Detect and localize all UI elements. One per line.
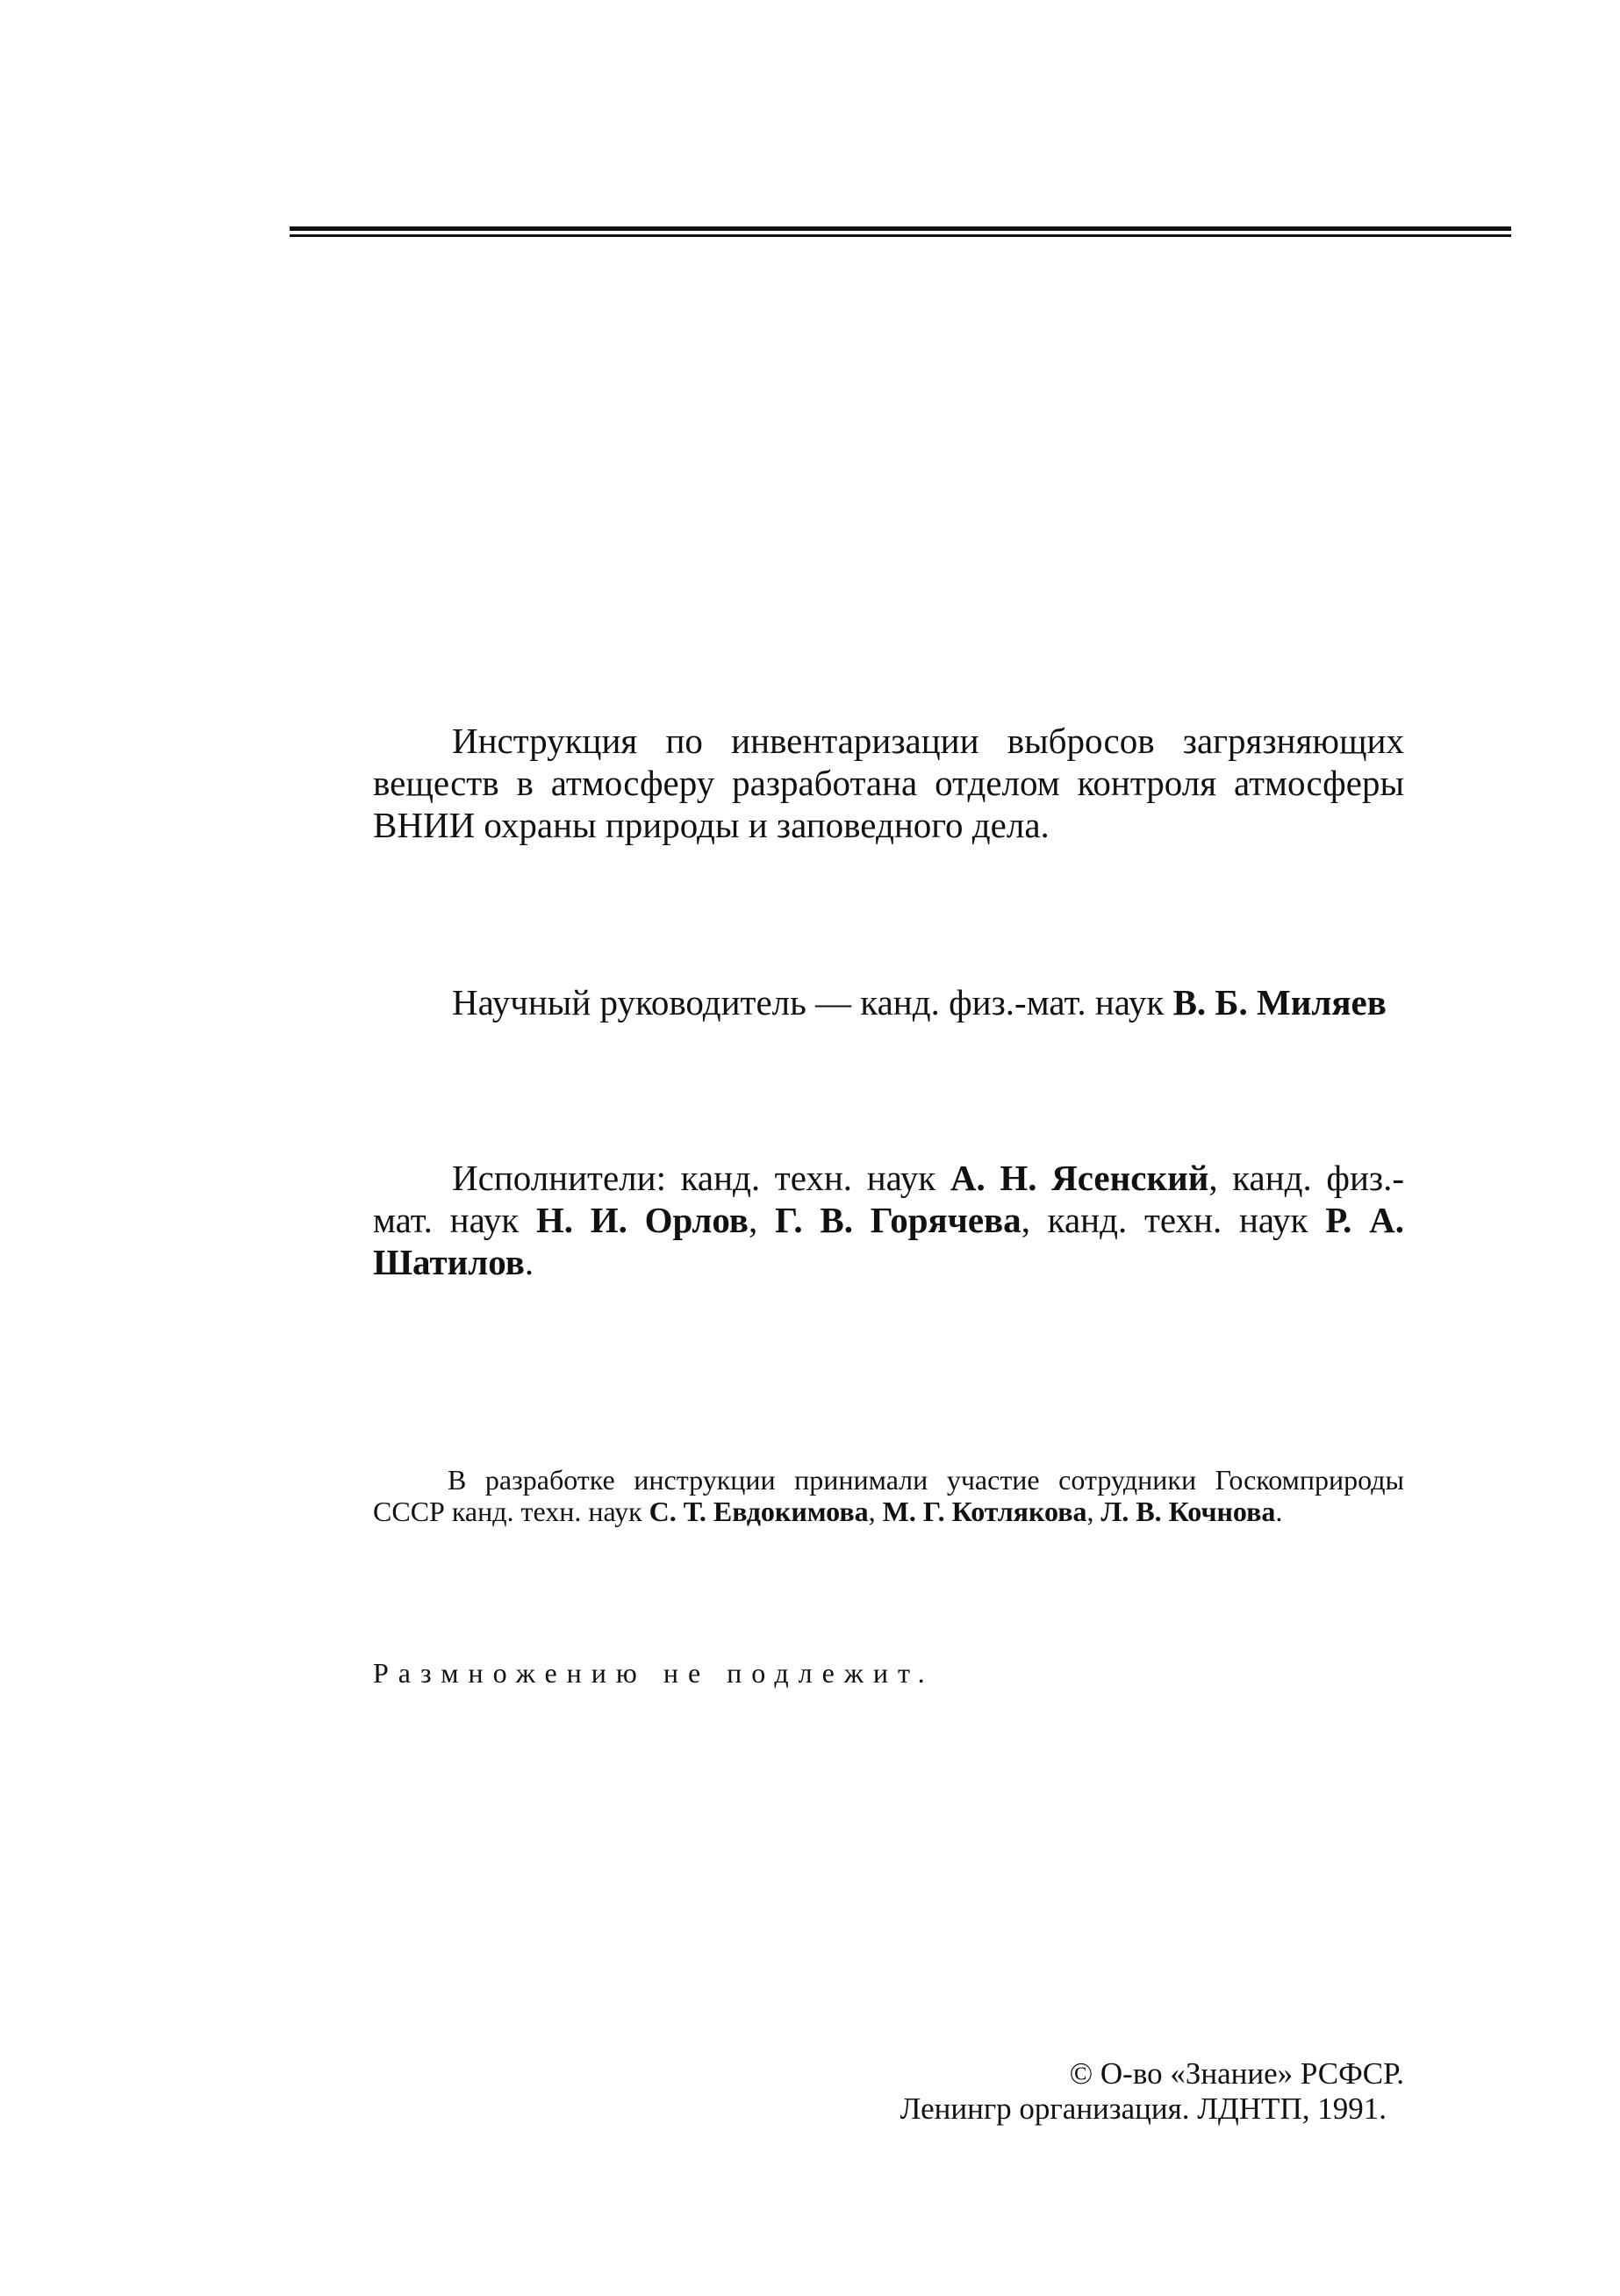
contributors-end: .	[1275, 1496, 1283, 1527]
contributor-name-1: С. Т. Евдокимова	[649, 1496, 869, 1527]
performers-block	[373, 1157, 1404, 1283]
copyright-block	[790, 2056, 1404, 2127]
performers-separator-2: ,	[748, 1200, 758, 1240]
rule-line-thin	[290, 234, 1511, 237]
performer-name-4: Р. А. Шатилов	[373, 1200, 1405, 1282]
contributors-block	[373, 1464, 1404, 1527]
intro-paragraph: Инструкция по инвентаризации выбросов загрязняющих веществ в атмосферу разработана отделом контроля атмосферы ВНИИ охраны природы и заповедного дела.	[373, 721, 1404, 845]
rule-line-thick	[290, 226, 1511, 231]
contributors-separator-2: ,	[1086, 1496, 1094, 1527]
performer-name-1: А. Н. Ясенский	[950, 1158, 1209, 1198]
supervisor-role: Научный руководитель — канд. физ.-мат. наук	[452, 982, 1165, 1022]
performers-separator-1: , канд. физ.-мат. наук	[373, 1158, 1405, 1240]
performers-paragraph	[373, 1157, 1404, 1283]
supervisor-paragraph	[373, 981, 1404, 1023]
intro-paragraph-block	[373, 720, 1404, 846]
performers-separator-3: , канд. техн. наук	[1021, 1200, 1308, 1240]
top-double-rule	[290, 226, 1511, 239]
contributors-paragraph	[373, 1464, 1404, 1527]
performers-label: Исполнители: канд. техн. наук	[452, 1158, 936, 1198]
supervisor-name: В. Б. Миляев	[1172, 982, 1387, 1022]
copyright-line-2: Ленингр организация. ЛДНТП, 1991.	[900, 2092, 1387, 2126]
performers-end: .	[524, 1242, 534, 1282]
contributors-separator-1: ,	[868, 1496, 876, 1527]
copyright-line-1: © О-во «Знание» РСФСР.	[1069, 2056, 1404, 2091]
contributor-name-2: М. Г. Котлякова	[882, 1496, 1087, 1527]
performer-name-3: Г. В. Горячева	[774, 1200, 1021, 1240]
performer-name-2: Н. И. Орлов	[535, 1200, 749, 1240]
reproduction-notice: Размножению не подлежит.	[373, 1657, 935, 1689]
contributors-text: В разработке инструкции принимали участие сотрудники Госкомприроды СССР канд. техн. наук	[373, 1464, 1404, 1527]
contributor-name-3: Л. В. Кочнова	[1100, 1496, 1276, 1527]
supervisor-block	[373, 981, 1404, 1023]
